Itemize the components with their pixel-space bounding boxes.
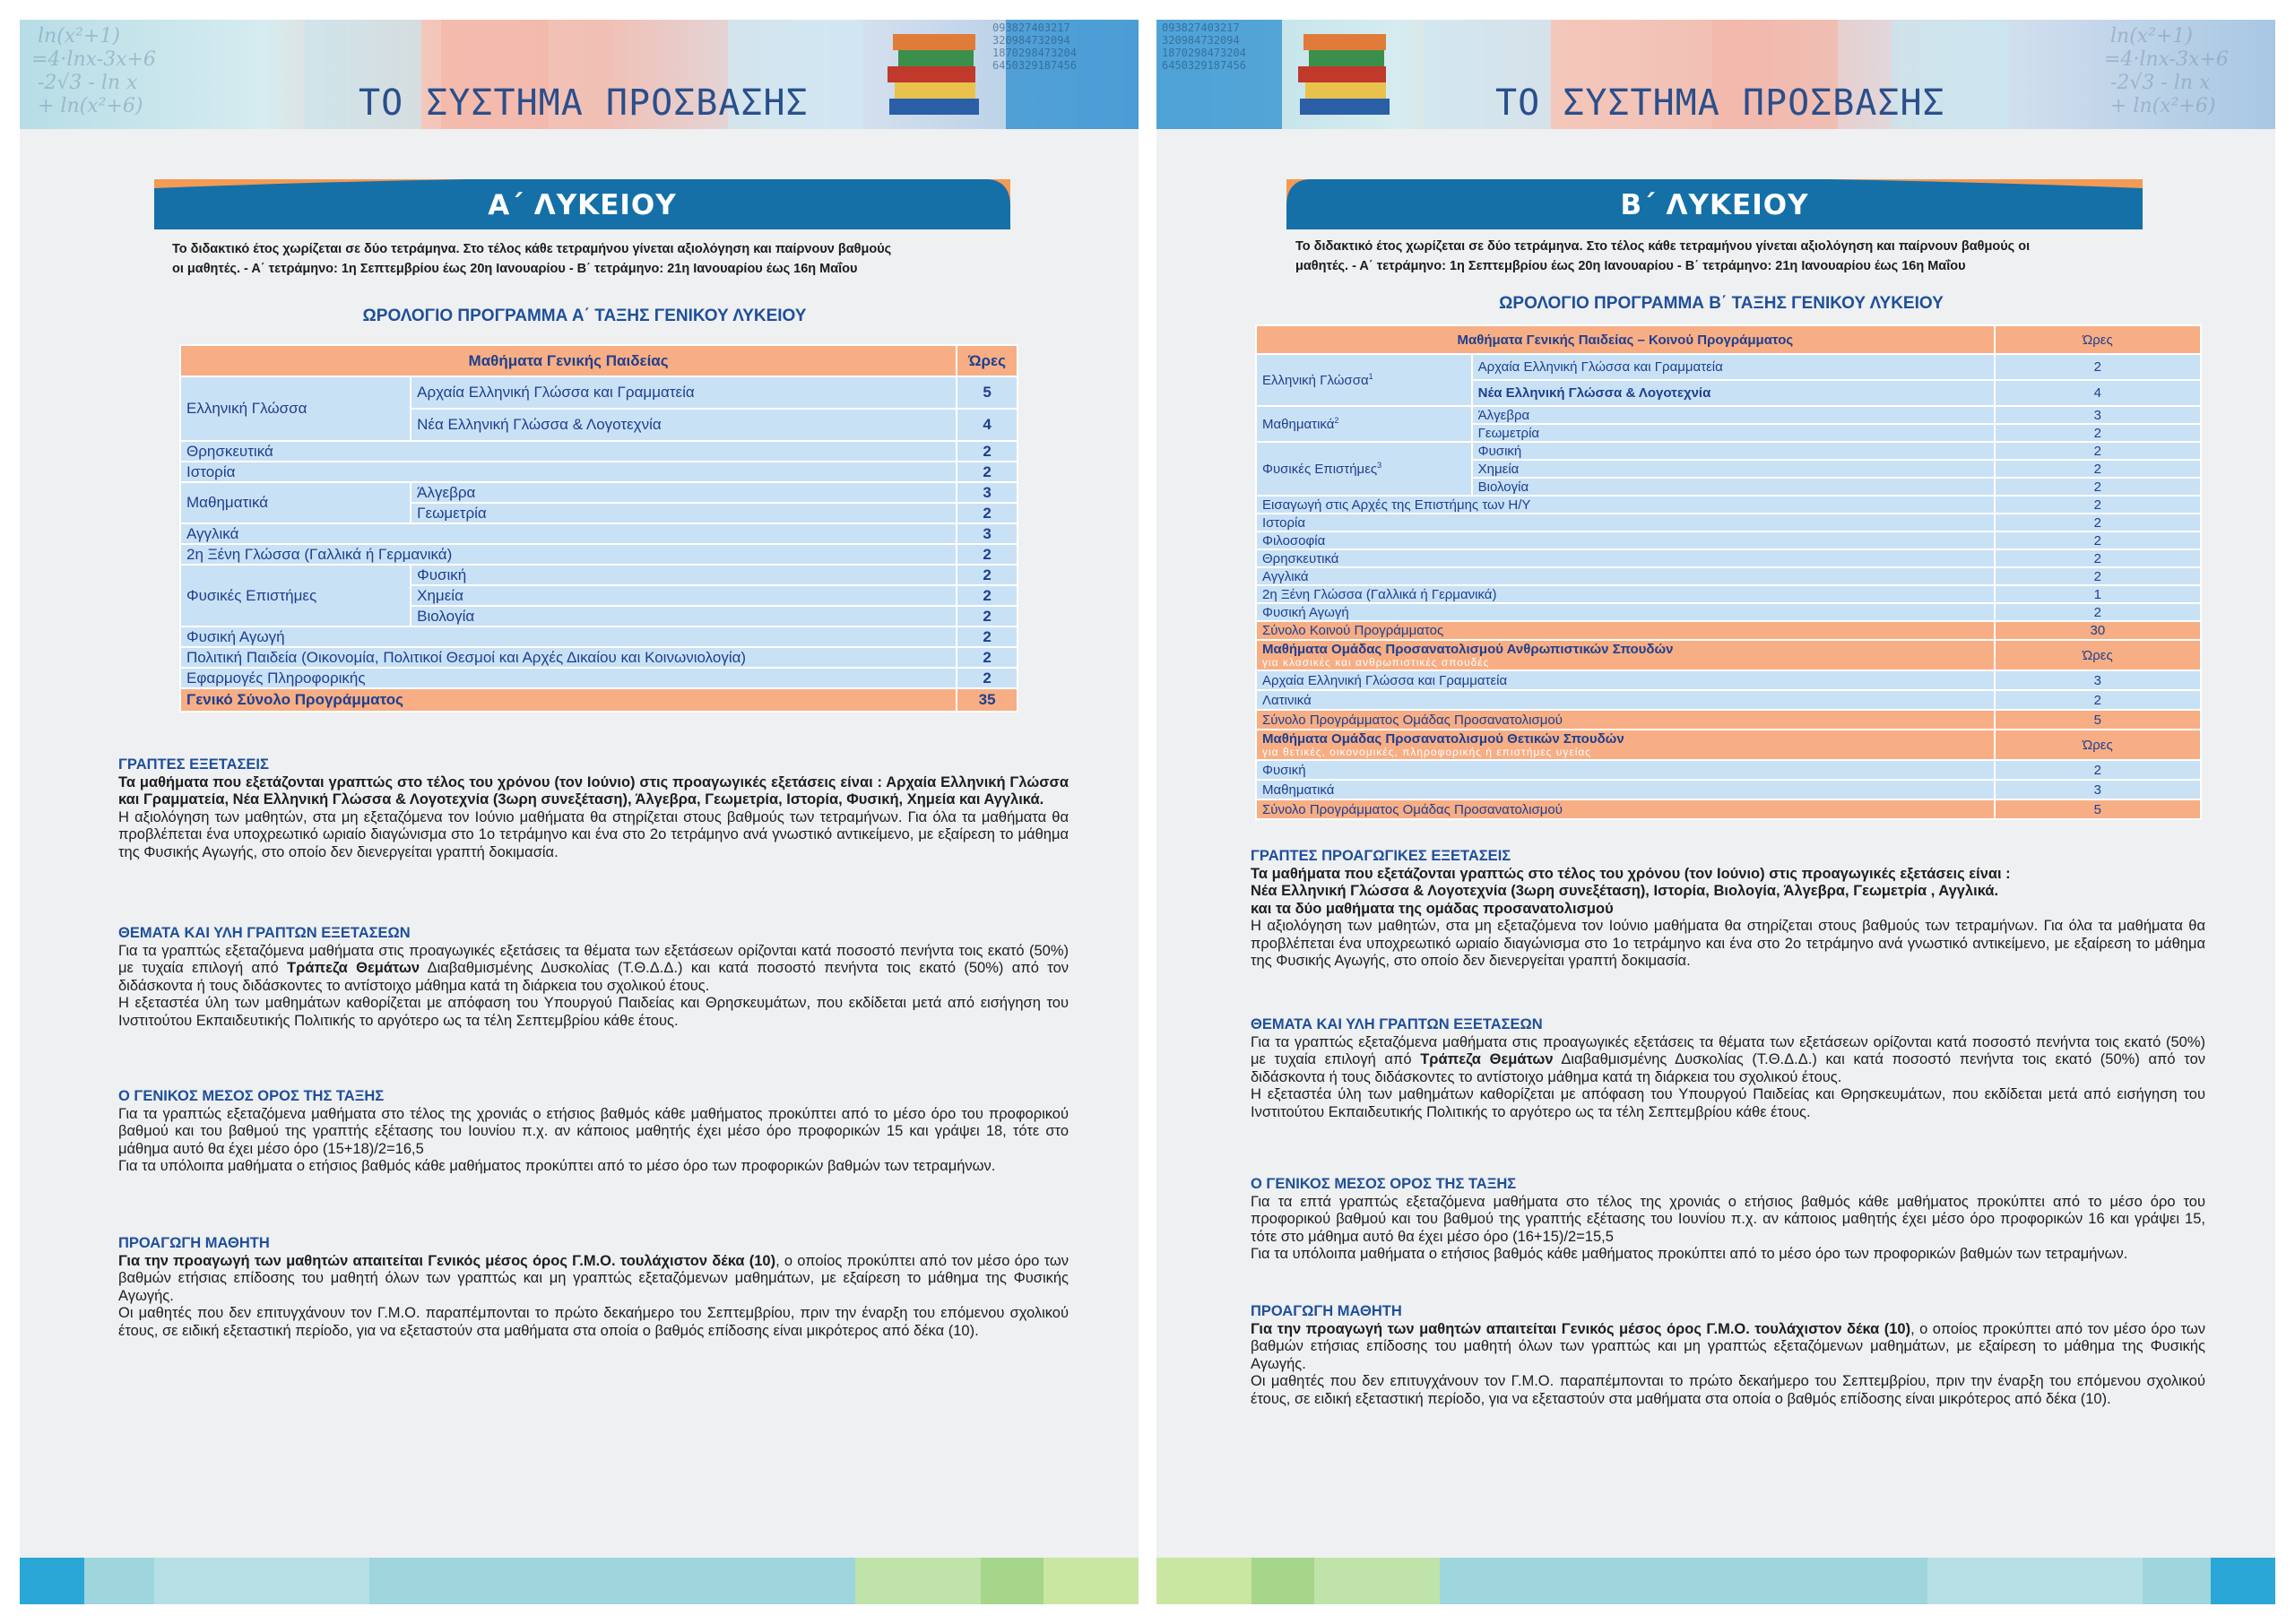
table-header-row <box>1257 326 2200 353</box>
hours-header: Ώρες <box>957 346 1017 376</box>
section-promotion <box>1251 1303 2205 1408</box>
subject-cell: Γεωμετρία <box>1473 425 1994 441</box>
hours-cell: 2 <box>1996 425 2200 441</box>
intro-line-2: οι μαθητές. - Α΄ τετράμηνο: 1η Σεπτεμβρίου έως 20η Ιανουαρίου - Β΄ τετράμηνο: 21η Ιανουαρίου έως 16η Μαΐου <box>172 262 858 276</box>
table-header-row <box>181 346 1017 376</box>
total-row <box>181 689 1017 711</box>
hours-cell: 3 <box>1996 407 2200 423</box>
subtotal-label: Σύνολο Κοινού Προγράμματος <box>1257 622 1994 639</box>
subject-cell: Πολιτική Παιδεία (Οικονομία, Πολιτικοί Θεσμοί και Αρχές Δικαίου και Κοινωνιολογία) <box>181 648 956 667</box>
subject-cell: Μαθηματικά$^2$ <box>1257 407 1471 441</box>
subject-cell: Μαθηματικά <box>1257 781 1994 799</box>
grade-banner <box>1286 179 2143 229</box>
total-hours: 35 <box>957 689 1017 711</box>
subtotal-hours: 30 <box>1996 622 2200 639</box>
table-row <box>1257 355 2200 379</box>
books-stack-icon <box>1291 29 1399 123</box>
subtotal-label: Σύνολο Προγράμματος Ομάδας Προσανατολισμού <box>1257 800 1994 818</box>
subject-cell: Φυσικές Επιστήμες$^3$ <box>1257 443 1471 495</box>
table-row <box>1257 671 2200 689</box>
subject-cell: Φυσική <box>1257 761 1994 779</box>
table-row <box>1257 691 2200 709</box>
group-header: Μαθήματα Ομάδας Προσανατολισμού Θετικών Σπουδών για θετικές, οικονομικές, πληροφορικής ή επιστήμες υγείας <box>1257 730 1994 759</box>
subtotal-row <box>1257 800 2200 818</box>
hours-cell: 2 <box>1996 497 2200 513</box>
hours-cell: 2 <box>1996 761 2200 779</box>
section-text: Διαβαθμισμένης Δυσκολίας (Τ.Θ.Δ.Δ.) και κατά ποσοστό πενήντα τοις εκατό (50%) από τον διδάσκοντα ή τους διδάσκοντες το αντίστοιχο μάθημα κατά τη διάρκεια του σχολικού έτους. <box>1251 1051 2205 1085</box>
subtotal-hours: 5 <box>1996 800 2200 818</box>
table-row <box>181 648 1017 667</box>
hours-cell: 2 <box>957 545 1017 564</box>
header-title: ΤΟ ΣΥΣΤΗΜΑ ΠΡΟΣΒΑΣΗΣ <box>359 82 809 124</box>
subject-cell: Αρχαία Ελληνική Γλώσσα και Γραμματεία <box>1257 671 1994 689</box>
section-heading: ΓΡΑΠΤΕΣ ΠΡΟΑΓΩΓΙΚΕΣ ΕΞΕΤΑΣΕΙΣ <box>1251 848 1511 864</box>
subject-cell: Εισαγωγή στις Αρχές της Επιστήμης των Η/Υ <box>1257 497 1994 513</box>
section-text: Η εξεταστέα ύλη των μαθημάτων καθορίζεται με απόφαση του Υπουργού Παιδείας και Θρησκευμάτων, που εκδίδεται μετά από εισήγηση του Ινστιτούτου Εκπαιδευτικής Πολιτικής το αργότερο ως τα τέλη Σεπτεμβρίου κάθε έτους. <box>1251 1086 2205 1120</box>
section-heading: ΘΕΜΑΤΑ ΚΑΙ ΥΛΗ ΓΡΑΠΤΩΝ ΕΞΕΤΑΣΕΩΝ <box>118 925 411 941</box>
footnote-mark: 2 <box>1334 416 1339 425</box>
hours-cell: 2 <box>1996 461 2200 477</box>
footnote-mark: 3 <box>1377 461 1382 470</box>
section-text: Διαβαθμισμένης Δυσκολίας (Τ.Θ.Δ.Δ.) και κατά ποσοστό πενήντα τοις εκατό (50%) από τον διδάσκοντα ή τους διδάσκοντες το αντίστοιχο μάθημα κατά τη διάρκεια του σχολικού έτους. <box>118 960 1069 994</box>
hours-cell: 2 <box>1996 604 2200 620</box>
group-header-row <box>1257 641 2200 669</box>
group-header-row <box>1257 730 2200 759</box>
table-row <box>181 377 1017 408</box>
subject-cell: Αγγλικά <box>1257 568 1994 584</box>
table-row <box>181 669 1017 687</box>
table-row <box>1257 443 2200 459</box>
table-row <box>1257 514 2200 531</box>
table-title: ΩΡΟΛΟΓΙΟ ΠΡΟΓΡΑΜΜΑ Α΄ ΤΑΞΗΣ ΓΕΝΙΚΟΥ ΛΥΚΕΙΟΥ <box>362 307 807 325</box>
table-row <box>181 483 1017 502</box>
hours-cell: 2 <box>1996 532 2200 549</box>
hours-cell: 2 <box>1996 691 2200 709</box>
section-text: Η αξιολόγηση των μαθητών, στα μη εξεταζόμενα τον Ιούνιο μαθήματα θα στηρίζεται στους βαθμούς των τετραμήνων. Για όλα τα μαθήματα θα προβλέπεται ένα υποχρεωτικό ωριαίο διαγώνισμα στο 1ο τετράμηνο και ένα στο 2ο τετράμηνο ανά γνωστικό αντικείμενο, με εξαίρεση το μάθημα της Φυσικής Αγωγής, στο οποίο δεν διενεργείται γραπτή δοκιμασία. <box>1251 918 2205 969</box>
table-row <box>1257 604 2200 620</box>
page-footer-strip <box>1156 1558 2275 1604</box>
footnote-mark: 1 <box>1368 372 1373 381</box>
subtotal-row <box>1257 622 2200 639</box>
subject-cell: Χημεία <box>411 586 956 605</box>
group-subtitle: για θετικές, οικονομικές, πληροφορικής ή επιστήμες υγείας <box>1262 746 1592 758</box>
subject-cell: Γεωμετρία <box>411 504 956 523</box>
subject-cell: Ιστορία <box>181 462 956 481</box>
section-exam-topics <box>1251 1016 2205 1121</box>
subtotal-hours: 5 <box>1996 711 2200 729</box>
subject-cell: 2η Ξένη Γλώσσα (Γαλλικά ή Γερμανικά) <box>181 545 956 564</box>
table-row <box>1257 568 2200 584</box>
subject-cell: Άλγεβρα <box>1473 407 1994 423</box>
hours-cell: 3 <box>957 524 1017 543</box>
hours-cell: 2 <box>1996 550 2200 566</box>
section-heading: Ο ΓΕΝΙΚΟΣ ΜΕΣΟΣ ΟΡΟΣ ΤΗΣ ΤΑΞΗΣ <box>1251 1176 1517 1192</box>
section-heading: ΓΡΑΠΤΕΣ ΕΞΕΤΑΣΕΙΣ <box>118 756 269 773</box>
table-row <box>1257 407 2200 423</box>
hours-cell: 2 <box>1996 479 2200 495</box>
subject-cell: Φυσική Αγωγή <box>1257 604 1994 620</box>
section-bold-text: Τα μαθήματα που εξετάζονται γραπτώς στο τέλος του χρόνου (τον Ιούνιο) στις προαγωγικές εξετάσεις είναι : Αρχαία Ελληνική Γλώσσα και Γραμματεία, Νέα Ελληνική Γλώσσα & Λογοτεχνία (3ωρη συνεξέταση), Άλγεβρα, Γεωμετρία, Ιστορία, Φυσική, Χημεία και Αγγλικά. <box>118 773 1069 808</box>
subtotal-label: Σύνολο Προγράμματος Ομάδας Προσανατολισμού <box>1257 711 1994 729</box>
table-row <box>181 545 1017 564</box>
subject-cell: 2η Ξένη Γλώσσα (Γαλλικά ή Γερμανικά) <box>1257 586 1994 602</box>
table-row <box>181 566 1017 584</box>
table-row <box>1257 761 2200 779</box>
binary-digits-decoration: 093827403217 320984732094 1870298473204 6450329187456 <box>1162 22 1246 72</box>
table-row <box>181 627 1017 646</box>
section-average <box>118 1088 1069 1176</box>
section-bold-text: Νέα Ελληνική Γλώσσα & Λογοτεχνία (3ωρη συνεξέταση), Ιστορία, Βιολογία, Άλγεβρα, Γεωμετρία , Αγγλικά. <box>1251 883 1999 899</box>
table-row <box>1257 781 2200 799</box>
hours-cell: 2 <box>957 566 1017 584</box>
subject-cell: Αρχαία Ελληνική Γλώσσα και Γραμματεία <box>1473 355 1994 379</box>
section-text: Για τα γραπτώς εξεταζόμενα μαθήματα στις προαγωγικές εξετάσεις τα θέματα των εξετάσεων ορίζονται κατά ποσοστό πενήντα τοις εκατό (50%) με τυχαία επιλογή από <box>1251 1033 2205 1067</box>
hours-cell: 2 <box>1996 514 2200 531</box>
hours-cell: 3 <box>1996 781 2200 799</box>
grade-banner-title: Α΄ ΛΥΚΕΙΟΥ <box>488 189 677 221</box>
section-average <box>1251 1176 2205 1264</box>
timetable-a <box>179 344 1018 713</box>
subtotal-row <box>1257 711 2200 729</box>
math-formula-decoration: ln(x²+1) =4·lnx-3x+6 -2√3 - ln x + ln(x²+6) <box>2103 25 2229 117</box>
table-row <box>1257 586 2200 602</box>
subject-cell: Θρησκευτικά <box>181 442 956 461</box>
table-row <box>181 442 1017 461</box>
subject-cell: Θρησκευτικά <box>1257 550 1994 566</box>
intro-line-2: μαθητές. - Α΄ τετράμηνο: 1η Σεπτεμβρίου έως 20η Ιανουαρίου - Β΄ τετράμηνο: 21η Ιανουαρίου έως 16η Μαΐου <box>1295 259 1966 273</box>
subject-cell: Νέα Ελληνική Γλώσσα & Λογοτεχνία <box>1473 381 1994 405</box>
hours-cell: 2 <box>957 627 1017 646</box>
subject-cell: Φυσική <box>1473 443 1994 459</box>
section-heading: Ο ΓΕΝΙΚΟΣ ΜΕΣΟΣ ΟΡΟΣ ΤΗΣ ΤΑΞΗΣ <box>118 1088 385 1104</box>
section-bold-text: Για την προαγωγή των μαθητών απαιτείται Γενικός μέσος όρος Γ.Μ.Ο. τουλάχιστον δέκα (10) <box>1251 1320 1911 1337</box>
subject-cell: Βιολογία <box>411 607 956 626</box>
hours-cell: 2 <box>957 648 1017 667</box>
hours-cell: 2 <box>957 504 1017 523</box>
section-text: Οι μαθητές που δεν επιτυγχάνουν τον Γ.Μ.Ο. παραπέμπονται το πρώτο δεκαήμερο του Σεπτεμβρίου, πριν την έναρξη του επόμενου σχολικού έτους, σε ειδική εξεταστική περίοδο, για να εξεταστούν στα μαθήματα στα οποία ο βαθμός επίδοσης είναι μικρότερος από δέκα (10). <box>1251 1373 2205 1407</box>
header-title: ΤΟ ΣΥΣΤΗΜΑ ΠΡΟΣΒΑΣΗΣ <box>1495 82 1945 124</box>
section-text: Η εξεταστέα ύλη των μαθημάτων καθορίζεται με απόφαση του Υπουργού Παιδείας και Θρησκευμάτων, που εκδίδεται μετά από εισήγηση του Ινστιτούτου Εκπαιδευτικής Πολιτικής το αργότερο ως τα τέλη Σεπτεμβρίου κάθε έτους. <box>118 995 1069 1029</box>
section-heading: ΠΡΟΑΓΩΓΗ ΜΑΘΗΤΗ <box>118 1235 270 1251</box>
page-b-lykeiou <box>1156 20 2275 1604</box>
hours-cell: 5 <box>957 377 1017 408</box>
table-row <box>181 524 1017 543</box>
section-text: Η αξιολόγηση των μαθητών, στα μη εξεταζόμενα τον Ιούνιο μαθήματα θα στηρίζεται στους βαθμούς των τετραμήνων. Για όλα τα μαθήματα θα προβλέπεται ένα υποχρεωτικό ωριαίο διαγώνισμα στο 1ο τετράμηνο και ένα στο 2ο τετράμηνο ανά γνωστικό αντικείμενο, με εξαίρεση το μάθημα της Φυσικής Αγωγής, στο οποίο δεν διενεργείται γραπτή δοκιμασία. <box>118 808 1069 860</box>
table-title: ΩΡΟΛΟΓΙΟ ΠΡΟΓΡΑΜΜΑ Β΄ ΤΑΞΗΣ ΓΕΝΙΚΟΥ ΛΥΚΕΙΟΥ <box>1499 294 1944 313</box>
table-row <box>1257 532 2200 549</box>
books-stack-icon <box>880 29 988 123</box>
subject-cell: Μαθηματικά <box>181 483 410 523</box>
section-exam-topics <box>118 925 1069 1030</box>
page-header <box>20 20 1139 129</box>
hours-cell: 4 <box>1996 381 2200 405</box>
subject-cell: Ιστορία <box>1257 514 1994 531</box>
section-text: , ο οποίος προκύπτει από τον μέσο όρο των βαθμών ετήσιας επίδοσης του μαθητή όλων των γραπτώς και μη γραπτώς εξεταζόμενων μαθημάτων, με εξαίρεση το μάθημα της Φυσικής Αγωγής. <box>118 1252 1069 1304</box>
section-bold-text: Τράπεζα Θεμάτων <box>287 960 420 976</box>
section-text: Οι μαθητές που δεν επιτυγχάνουν τον Γ.Μ.Ο. παραπέμπονται το πρώτο δεκαήμερο του Σεπτεμβρίου, πριν την έναρξη του επόμενου σχολικού έτους, σε ειδική εξεταστική περίοδο, για να εξεταστούν στα μαθήματα στα οποία ο βαθμός επίδοσης είναι μικρότερος από δέκα (10). <box>118 1305 1069 1339</box>
group-subtitle: για κλασικές και ανθρωπιστικές σπουδές <box>1262 656 1490 669</box>
hours-header: Ώρες <box>1996 326 2200 353</box>
hours-cell: 3 <box>957 483 1017 502</box>
table-row <box>181 462 1017 481</box>
binary-digits-decoration: 093827403217 320984732094 1870298473204 6450329187456 <box>992 22 1077 72</box>
hours-cell: 2 <box>1996 443 2200 459</box>
math-formula-decoration: ln(x²+1) =4·lnx-3x+6 -2√3 - ln x + ln(x²+6) <box>30 25 156 117</box>
page-a-lykeiou <box>20 20 1139 1604</box>
subject-cell: Ελληνική Γλώσσα <box>181 377 410 440</box>
section-bold-text: Τα μαθήματα που εξετάζονται γραπτώς στο τέλος του χρόνου (τον Ιούνιο) στις προαγωγικές εξετάσεις είναι : <box>1251 865 2011 882</box>
subject-cell: Νέα Ελληνική Γλώσσα & Λογοτεχνία <box>411 410 956 440</box>
page-header <box>1156 20 2275 129</box>
subjects-header: Μαθήματα Γενικής Παιδείας – Κοινού Προγράμματος <box>1257 326 1994 353</box>
subject-cell: Φυσικές Επιστήμες <box>181 566 410 626</box>
section-heading: ΠΡΟΑΓΩΓΗ ΜΑΘΗΤΗ <box>1251 1303 1402 1319</box>
subject-cell: Ελληνική Γλώσσα$^1$ <box>1257 355 1471 405</box>
subject-cell: Αγγλικά <box>181 524 956 543</box>
hours-cell: 2 <box>957 462 1017 481</box>
section-bold-text: και τα δύο μαθήματα της ομάδας προσανατολισμού <box>1251 900 1614 917</box>
hours-cell: 2 <box>1996 568 2200 584</box>
timetable-b <box>1255 324 2202 820</box>
intro-line-1: Το διδακτικό έτος χωρίζεται σε δύο τετράμηνα. Στο τέλος κάθε τετραμήνου γίνεται αξιολόγηση και παίρνουν βαθμούς οι <box>1295 239 2031 254</box>
hours-cell: 4 <box>957 410 1017 440</box>
subject-cell: Άλγεβρα <box>411 483 956 502</box>
hours-cell: 1 <box>1996 586 2200 602</box>
total-label: Γενικό Σύνολο Προγράμματος <box>181 689 956 711</box>
table-row <box>1257 550 2200 566</box>
subject-cell: Εφαρμογές Πληροφορικής <box>181 669 956 687</box>
section-promotion <box>118 1235 1069 1340</box>
subject-cell: Αρχαία Ελληνική Γλώσσα και Γραμματεία <box>411 377 956 408</box>
intro-line-1: Το διδακτικό έτος χωρίζεται σε δύο τετράμηνα. Στο τέλος κάθε τετραμήνου γίνεται αξιολόγηση και παίρνουν βαθμούς <box>172 242 892 256</box>
grade-banner-title: Β΄ ΛΥΚΕΙΟΥ <box>1620 189 1809 221</box>
hours-header: Ώρες <box>1996 730 2200 759</box>
hours-cell: 2 <box>1996 355 2200 379</box>
section-bold-text: Τράπεζα Θεμάτων <box>1420 1051 1554 1067</box>
section-text: Για τα γραπτώς εξεταζόμενα μαθήματα στο τέλος της χρονιάς ο ετήσιος βαθμός κάθε μαθήματος προκύπτει από το μέσο όρο του προφορικού βαθμού και του βαθμού της γραπτής εξέτασης του Ιουνίου π.χ. αν κάποιος μαθητής έχει μέσο όρο προφορικών 15 και γράψει 18, τότε στο μάθημα αυτό θα έχει μέσο όρο (15+18)/2=16,5 <box>118 1105 1069 1157</box>
section-written-exams <box>118 756 1069 861</box>
section-bold-text: Για την προαγωγή των μαθητών απαιτείται Γενικός μέσος όρος Γ.Μ.Ο. τουλάχιστον δέκα (10) <box>118 1252 776 1269</box>
subject-cell: Φυσική Αγωγή <box>181 627 956 646</box>
section-text: Για τα υπόλοιπα μαθήματα ο ετήσιος βαθμός κάθε μαθήματος προκύπτει από το μέσο όρο των προφορικών βαθμών των τετραμήνων. <box>118 1158 996 1174</box>
grade-banner <box>154 179 1010 229</box>
hours-cell: 2 <box>957 586 1017 605</box>
hours-cell: 2 <box>957 442 1017 461</box>
hours-cell: 2 <box>957 607 1017 626</box>
table-row <box>1257 497 2200 513</box>
subject-cell: Χημεία <box>1473 461 1994 477</box>
subjects-header: Μαθήματα Γενικής Παιδείας <box>181 346 956 376</box>
section-text: , ο οποίος προκύπτει από τον μέσο όρο των βαθμών ετήσιας επίδοσης του μαθητή όλων των γραπτώς και μη γραπτώς εξεταζόμενων μαθημάτων, με εξαίρεση το μάθημα της Φυσικής Αγωγής. <box>1251 1320 2205 1372</box>
hours-cell: 2 <box>957 669 1017 687</box>
subject-cell: Φιλοσοφία <box>1257 532 1994 549</box>
subject-cell: Λατινικά <box>1257 691 1994 709</box>
subject-cell: Βιολογία <box>1473 479 1994 495</box>
section-text: Για τα γραπτώς εξεταζόμενα μαθήματα στις προαγωγικές εξετάσεις τα θέματα των εξετάσεων ορίζονται κατά ποσοστό πενήντα τοις εκατό (50%) με τυχαία επιλογή από <box>118 942 1069 976</box>
group-header: Μαθήματα Ομάδας Προσανατολισμού Ανθρωπιστικών Σπουδών για κλασικές και ανθρωπιστικές σπουδές <box>1257 641 1994 669</box>
intro-text <box>1295 237 2174 276</box>
section-written-exams <box>1251 848 2205 971</box>
section-heading: ΘΕΜΑΤΑ ΚΑΙ ΥΛΗ ΓΡΑΠΤΩΝ ΕΞΕΤΑΣΕΩΝ <box>1251 1016 1543 1032</box>
hours-header: Ώρες <box>1996 641 2200 669</box>
section-text: Για τα υπόλοιπα μαθήματα ο ετήσιος βαθμός κάθε μαθήματος προκύπτει από το μέσο όρο των προφορικών βαθμών των τετραμήνων. <box>1251 1246 2128 1262</box>
section-text: Για τα επτά γραπτώς εξεταζόμενα μαθήματα στο τέλος της χρονιάς ο ετήσιος βαθμός κάθε μαθήματος προκύπτει από το μέσο όρο του προφορικού βαθμού και του βαθμού της γραπτής εξέτασης του Ιουνίου π.χ. αν κάποιος μαθητής έχει μέσο όρο προφορικών 16 και γράψει 15, τότε στο μάθημα αυτό θα έχει μέσο όρο (16+15)/2=15,5 <box>1251 1193 2205 1245</box>
intro-text <box>172 239 1024 279</box>
page-footer-strip <box>20 1558 1139 1604</box>
subject-cell: Φυσική <box>411 566 956 584</box>
hours-cell: 3 <box>1996 671 2200 689</box>
